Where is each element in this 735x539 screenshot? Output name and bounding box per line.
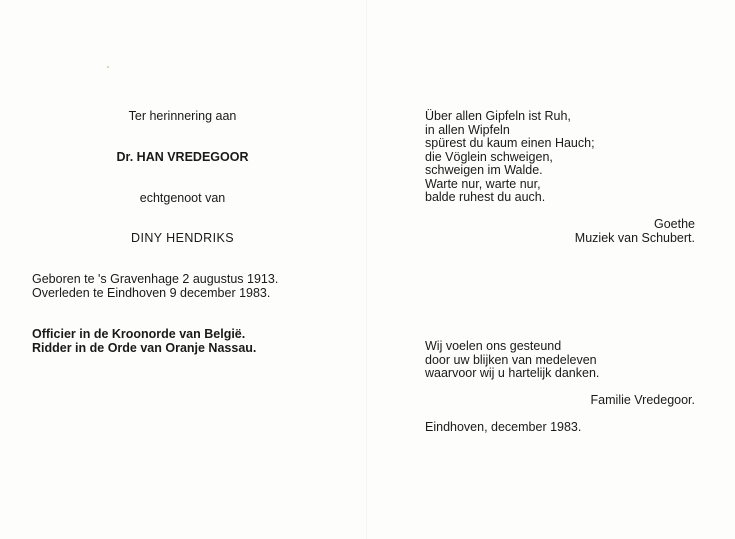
- poem-line: balde ruhest du auch.: [425, 190, 546, 204]
- remembrance-line: Ter herinnering aan: [128, 109, 237, 123]
- honor-line-1: Officier in de Kroonorde van België.: [32, 327, 246, 341]
- spouse-name: DINY HENDRIKS: [131, 231, 234, 245]
- poem-author: Goethe: [653, 217, 695, 231]
- poem-line: spürest du kaum einen Hauch;: [425, 136, 595, 150]
- thanks-line: waarvoor wij u hartelijk danken.: [425, 366, 600, 380]
- thanks-line: door uw blijken van medeleven: [425, 352, 597, 367]
- poem-line: die Vöglein schweigen,: [425, 149, 553, 164]
- birth-line: Geboren te 's Gravenhage 2 augustus 1913.: [32, 272, 279, 286]
- poem-line: in allen Wipfeln: [425, 122, 510, 137]
- death-line: Overleden te Eindhoven 9 december 1983.: [32, 286, 271, 300]
- card-fold: [366, 0, 367, 539]
- paper-speck: [107, 66, 109, 68]
- poem-line: Über allen Gipfeln ist Ruh,: [425, 109, 571, 123]
- poem: [425, 110, 595, 205]
- thanks-line: Wij voelen ons gesteund: [425, 339, 562, 353]
- poem-line: schweigen im Walde.: [425, 163, 543, 177]
- honor-line-2: Ridder in de Orde van Oranje Nassau.: [32, 341, 257, 355]
- place-date: Eindhoven, december 1983.: [425, 420, 582, 434]
- family-signature: Familie Vredegoor.: [590, 393, 695, 407]
- thanks-message: [425, 340, 599, 381]
- spouse-intro: echtgenoot van: [139, 191, 226, 205]
- deceased-name: Dr. HAN VREDEGOOR: [116, 150, 249, 164]
- poem-music-credit: Muziek van Schubert.: [574, 231, 695, 245]
- poem-line: Warte nur, warte nur,: [425, 176, 541, 191]
